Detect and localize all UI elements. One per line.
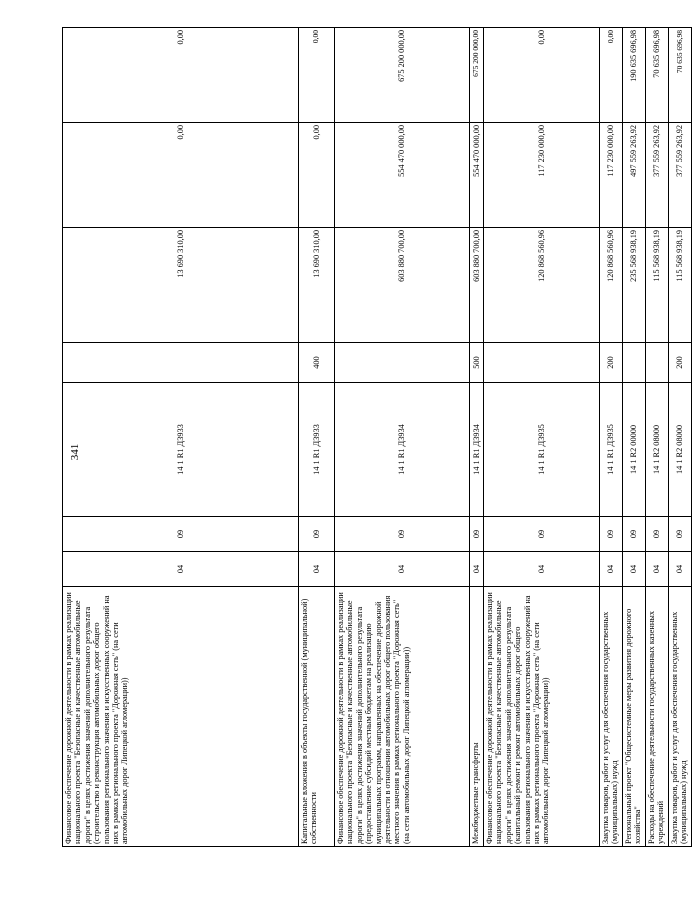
row-expense-type: 400 [299,343,335,383]
row-section: 04 [484,552,600,587]
row-target-code: 14 1 R2 00000 [623,383,646,517]
row-sum-2: 0,00 [299,123,335,228]
row-sum-2: 0,00 [63,123,299,228]
budget-table [62,27,692,847]
row-subsection: 09 [669,517,692,552]
row-expense-type: 500 [470,343,484,383]
row-sum-3: 675 200 000,00 [335,28,470,123]
row-sum-3: 190 635 696,98 [623,28,646,123]
row-sum-1: 120 868 560,96 [484,228,600,343]
row-expense-type [335,343,470,383]
row-subsection: 09 [484,517,600,552]
table-row [623,28,646,847]
row-sum-1: 120 868 560,96 [600,228,623,343]
row-sum-1: 115 568 938,19 [669,228,692,343]
table-row [600,28,623,847]
row-sum-3: 0,00 [299,28,335,123]
table-row [299,28,335,847]
row-sum-3: 0,00 [484,28,600,123]
row-section: 04 [470,552,484,587]
row-sum-3: 70 635 696,98 [646,28,669,123]
row-name: Финансовое обеспечение дорожной деятельности в рамках реализации национального проекта "Безопасные и качественные автомобильные дороги" в целях достижения значений дополнительного результата (предоставление субсидий местным бюджетам на реализацию муниципальных программ, направленных на обеспечение дорожной деятельности в отношении автомобильных дорог общего пользования местного значения в рамках регионального проекта "Дорожная сеть" (на сети автомобильных дорог Липецкой агломерации)) [335,587,470,847]
rotated-page [62,28,689,847]
row-target-code: 14 1 R1 Д3934 [335,383,470,517]
row-name: Закупка товаров, работ и услуг для обеспечения государственных (муниципальных) нужд [669,587,692,847]
row-expense-type [484,343,600,383]
row-sum-2: 377 559 263,92 [669,123,692,228]
row-sum-3: 70 635 696,98 [669,28,692,123]
row-name: Межбюджетные трансферты [470,587,484,847]
row-name: Закупка товаров, работ и услуг для обеспечения государственных (муниципальных) нужд [600,587,623,847]
table-row [669,28,692,847]
row-section: 04 [669,552,692,587]
row-target-code: 14 1 R1 Д3934 [470,383,484,517]
table-row [646,28,669,847]
row-section: 04 [335,552,470,587]
row-sum-2: 117 230 000,00 [484,123,600,228]
table-row [484,28,600,847]
row-section: 04 [646,552,669,587]
row-name: Капитальные вложения в объекты государственной (муниципальной) собственности [299,587,335,847]
row-sum-1: 603 880 700,00 [335,228,470,343]
row-sum-2: 117 230 000,00 [600,123,623,228]
row-expense-type: 200 [600,343,623,383]
row-sum-3: 0,00 [63,28,299,123]
row-target-code: 14 1 R1 Д3933 [299,383,335,517]
page-number: 341 [69,443,81,461]
table-row [470,28,484,847]
row-sum-3: 675 200 000,00 [470,28,484,123]
row-sum-2: 377 559 263,92 [646,123,669,228]
row-target-code: 14 1 R1 Д3935 [484,383,600,517]
table-row [63,28,299,847]
row-subsection: 09 [63,517,299,552]
row-name: Региональный проект "Общесистемные меры развития дорожного хозяйства" [623,587,646,847]
row-target-code: 14 1 R1 Д3933 [63,383,299,517]
row-subsection: 09 [335,517,470,552]
row-expense-type [623,343,646,383]
row-name: Финансовое обеспечение дорожной деятельности в рамках реализации национального проекта "Безопасные и качественные автомобильные дороги" в целях достижения значений дополнительного результата (капитальный ремонт и ремонт автомобильных дорог общего пользования регионального значения и искусственных сооружений на них в рамках регионального проекта "Дорожная сеть" (на сети автомобильных дорог Липецкой агломерации)) [484,587,600,847]
row-sum-2: 554 470 000,00 [335,123,470,228]
row-subsection: 09 [600,517,623,552]
row-subsection: 09 [299,517,335,552]
row-sum-1: 235 568 938,19 [623,228,646,343]
row-subsection: 09 [470,517,484,552]
row-section: 04 [299,552,335,587]
row-expense-type [646,343,669,383]
row-section: 04 [63,552,299,587]
row-target-code: 14 1 R1 Д3935 [600,383,623,517]
table-row [335,28,470,847]
row-sum-3: 0,00 [600,28,623,123]
row-expense-type: 200 [669,343,692,383]
row-subsection: 09 [646,517,669,552]
row-name: Финансовое обеспечение дорожной деятельности в рамках реализации национального проекта "Безопасные и качественные автомобильные дороги" в целях достижения значений дополнительного результата (строительство и реконструкция автомобильных дорог общего пользования регионального значения и искусственных сооружений на них в рамках регионального проекта "Дорожная сеть" (на сети автомобильных дорог Липецкой агломерации)) [63,587,299,847]
row-target-code: 14 1 R2 08000 [646,383,669,517]
row-sum-1: 13 690 310,00 [63,228,299,343]
row-name: Расходы на обеспечение деятельности государственных казенных учреждений [646,587,669,847]
row-expense-type [63,343,299,383]
row-sum-1: 13 690 310,00 [299,228,335,343]
row-sum-2: 554 470 000,00 [470,123,484,228]
row-target-code: 14 1 R2 08000 [669,383,692,517]
row-section: 04 [623,552,646,587]
row-sum-1: 603 880 700,00 [470,228,484,343]
row-sum-1: 115 568 938,19 [646,228,669,343]
row-sum-2: 497 559 263,92 [623,123,646,228]
row-subsection: 09 [623,517,646,552]
row-section: 04 [600,552,623,587]
